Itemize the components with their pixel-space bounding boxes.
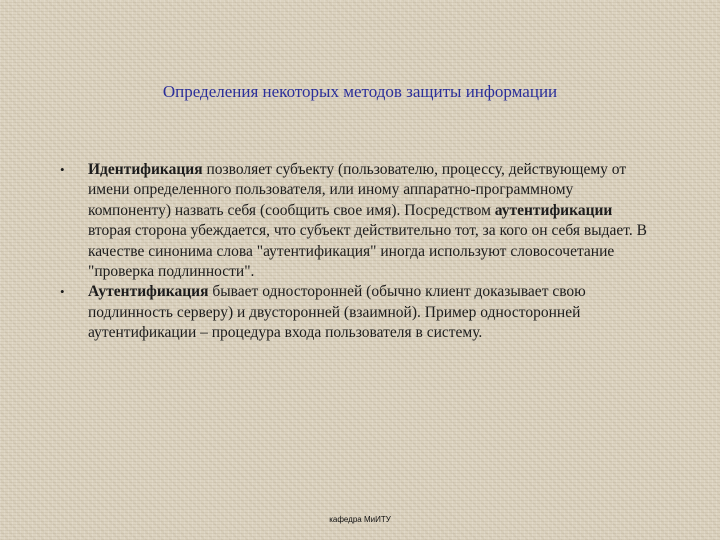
footer-text: кафедра МиИТУ [329, 515, 391, 524]
list-item [58, 160, 658, 282]
paragraph-text [88, 161, 647, 280]
slide-title: Определения некоторых методов защиты информации [162, 82, 558, 101]
bullet-icon: • [60, 284, 65, 300]
list-item [58, 282, 658, 343]
text-fragment: вторая сторона убеждается, что субъект действительно тот, за кого он себя выдает. В качестве синонима слова "аутентификация" иногда используют словосочетание "проверка подлинности". [88, 222, 647, 281]
text-fragment: позволяет субъекту (пользователю, процессу, действующему от имени определенного пользователя, или иному аппаратно-программному компоненту) назвать себя (сообщить свое имя). Посредством [88, 161, 627, 219]
bullet-list [58, 160, 658, 344]
term-authentication: Аутентификация [88, 283, 209, 301]
term-identification: Идентификация [88, 161, 203, 178]
paragraph-text [88, 283, 586, 341]
bullet-icon: • [60, 162, 65, 177]
term-authentication: аутентификации [494, 201, 613, 219]
text-fragment: бывает односторонней (обычно клиент доказывает свою подлинность серверу) и двусторонней (взаимной). Пример односторонней аутентификации – процедура входа пользователя в систему. [88, 283, 586, 342]
